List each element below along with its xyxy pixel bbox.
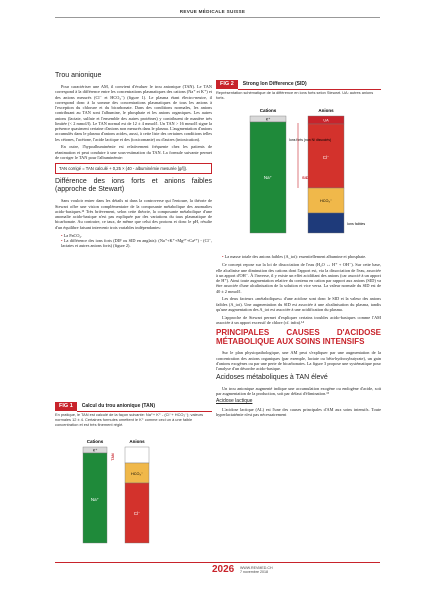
paragraph: Pour caractériser une AM, il convient d'évaluer le trou anionique (TAN). Le TAN correspond à la différence entre les concentrations plasmatiques des cations (Na⁺ et K⁺) et des anions mesurés (Cl⁻ et HCO₃⁻) (figure 1). Le plasma étant électro-neutre, il correspond donc à la somme des concentrations plasmatiques de tous les anions à l'exception du chlorure et du bicarbonate. Dans des conditions normales, les anions contribuant au TAN sont l'albumine, le phosphate et les anions organiques. Les autres anions (lactate, sulfate et l'ensemble des autres protéines) y contribuent de manière très limitée (< 2 mmol/l). Le TAN normal est de 12 ± 4 mmol/l. Un TAN > 16 mmol/l signe la présence quasiment certaine d'anions non mesurés dans le plasma. L'augmentation d'anions accumulés dans le plasma d'anions acides, aussi, à cette liste des certaines conditions telles les cétones, l'acétone, l'acide lactique et des (toxicomanie) ou d'autres (intoxication). <box>55 84 212 142</box>
formula-box: TAN corrigé = TAN calculé + 0,25 × (40 - albuminémie mesurée [g/l]). <box>55 163 212 174</box>
ua-label: UA <box>323 118 329 123</box>
hco3-label: HCO₃⁻ <box>320 198 332 203</box>
figure-caption: En pratique, le TAN est calculé de la façon suivante: Na⁺+ K⁺ - (Cl⁻+ HCO₃⁻); valeurs normales 12 ± 4. Certaines formules omettent le K⁺ comme ceci un à une faible concentration et est très finement réglé. <box>55 412 204 427</box>
figure-caption: Représentation schématique de la différence en ions forts selon Stewart. UA: autres anions forts. <box>216 90 374 100</box>
sid-diagram <box>216 103 381 253</box>
weak-ions-label: Ions faibles <box>347 221 366 226</box>
heading-tan-eleve: Acidoses métaboliques à TAN élevé <box>216 373 328 381</box>
tan-label: TAN <box>111 453 115 461</box>
figure-title: Strong Ion Difference (SID) <box>238 80 381 90</box>
paragraph: Sur le plan physiopathologique, une AM peut s'expliquer par une augmentation de la concentration des anions organiques (par exemple, lactate ou bêta-hydroxybutyrate), un gain d'anions exogènes ou par une perte de bicarbonates. La figure 3 propose une systématique pour l'analyse d'un désordre acido-basique. <box>216 350 381 372</box>
footer-website: WWW.REVMED.CH <box>240 566 273 570</box>
anions-label: Anions <box>318 107 334 113</box>
na-label: Na⁺ <box>90 497 100 503</box>
figure-number: FIG 1 <box>55 402 77 411</box>
right-column <box>216 254 381 420</box>
anion-gap-diagram <box>55 429 212 544</box>
hco3-label: HCO₃⁻ <box>131 472 143 477</box>
figure-number: FIG 2 <box>216 80 238 89</box>
paragraph: Les deux facteurs «métaboliques» d'une acidose sont donc le SID et la valeur des anions faibles (A_tot). Une augmentation du SID est associée à une alcalinisation du plasma, tandis qu'une augmentation des A_tot est associée à une acidification du plasma. <box>216 296 381 312</box>
figure-2 <box>216 80 381 248</box>
sid-label: SID <box>302 174 309 180</box>
heading-difference-ions: Différence des ions forts et anions faibles (approche de Stewart) <box>55 178 212 194</box>
paragraph: En outre, l'hypoalbuminémie est relativement fréquente chez les patients de réanimation et peut conduire à une sous-estimation du TAN. La formule suivante permet de corriger le TAN pour l'albuminémie: <box>55 144 212 160</box>
heading-trou-anionique: Trou anionique <box>55 72 102 79</box>
k-label: K⁺ <box>265 117 271 122</box>
header-rule <box>55 17 380 18</box>
anions-label: Anions <box>129 439 145 445</box>
cations-label: Cations <box>259 107 277 113</box>
heading-main-causes: PRINCIPALES CAUSES D'ACIDOSE MÉTABOLIQUE AUX SOINS INTENSIFS <box>216 328 381 346</box>
footer-info <box>240 566 273 574</box>
paragraph: Ce concept repose sur la loi de dissociation de l'eau (H₂O ↔ H⁺ + OH⁻). Sur cette base, elle alcalinise une diminution des cations dont l'apport est, via la dissociation de l'eau, associée à un apport d'OH⁻. À l'inverse, il y existe un effet acidifiant des anions (car associé à un apport de H⁺). Ainsi toute augmentation relative du contenu en cation par rapport aux anions (SID) va être associée d'une alcalinisation de la solution et vice versa. La valeur normale du SID est de 40 ± 2 mmol/l. <box>216 262 381 294</box>
footer-date: 7 novembre 2018 <box>240 570 268 575</box>
left-column <box>55 72 212 252</box>
page-number: 2026 <box>212 564 235 575</box>
list-item: • La différence des ions forts (DIF ou SID en anglais): (Na⁺+K⁺+Mg²⁺+Ca²⁺) - (Cl⁻, lactates et autres anions forts) (figure 2). <box>61 238 212 249</box>
weak-anions-segment <box>308 213 344 233</box>
cl-label: Cl⁻ <box>322 154 330 160</box>
paragraph: L'approche de Stewart permet d'expliquer certains troubles acido-basiques comme l'AM associée à un apport excessif de chlore (cf. infra).¹⁴ <box>216 314 381 325</box>
tan-segment <box>125 447 149 463</box>
paragraph: Un trou anionique augmenté indique une accumulation exogène ou endogène d'acide, soit par augmentation de la production, soit par défaut d'élimination.¹⁵ <box>216 385 381 397</box>
k-label: K⁺ <box>92 448 98 453</box>
journal-name: REVUE MÉDICALE SUISSE <box>179 9 246 14</box>
cations-label: Cations <box>86 439 104 445</box>
figure-title: Calcul du trou anionique (TAN) <box>77 402 212 412</box>
heading-acidose-lactique: Acidose lactique <box>216 398 253 405</box>
cl-label: Cl⁻ <box>133 511 141 517</box>
na-label: Na⁺ <box>263 174 273 180</box>
footer-rule <box>55 562 380 563</box>
list-item: • La PaCO₂. <box>61 233 212 238</box>
figure-1 <box>55 402 212 554</box>
paragraph: L'acidose lactique (AL) est l'une des causes principales d'AM aux soins intensifs. Toute hyperlactatémie n'est pas nécessairement <box>216 406 381 417</box>
strong-ions-label: Ions forts (non N/ dissociés) <box>289 137 332 142</box>
paragraph: Sans vouloir entrer dans les détails ni dans la controverse qui l'entoure, la théorie de Stewart offre une vision complémentaire de la composante métabolique des anomalies acido-basiques.¹³ Très brièvement, selon cette théorie, la composante métabolique d'une anomalie acido-basique n'est pas expliquée par des variations du taux plasmatique de bicarbonate. Au contraire, ce taux, de même que celui des protons et donc le pH, résulte d'un équilibre faisant intervenir trois variables indépendantes: <box>55 198 212 230</box>
list-item: • La masse totale des anions faibles (A_tot): essentiellement albumine et phosphate. <box>222 254 381 259</box>
